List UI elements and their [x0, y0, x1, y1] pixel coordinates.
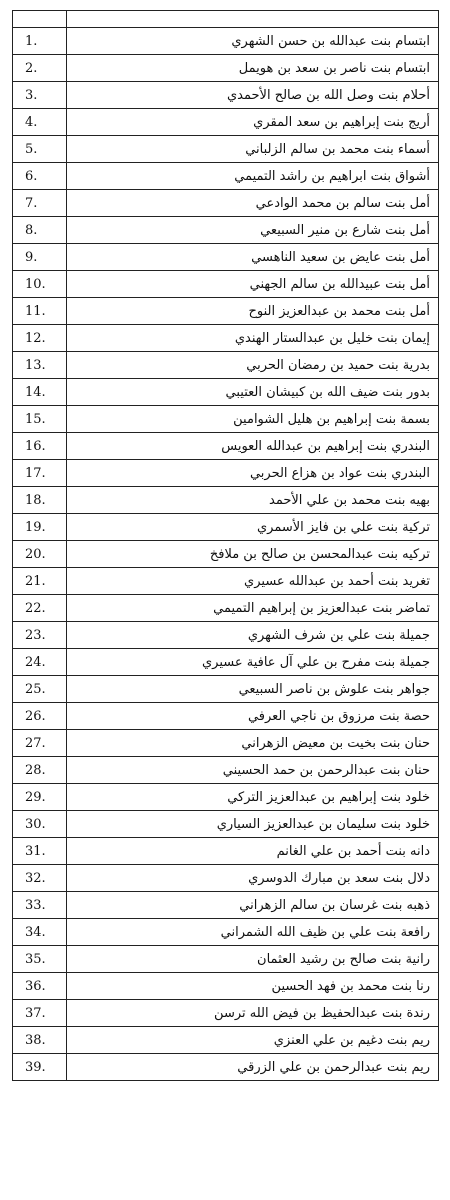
table-row: [13, 82, 439, 109]
table-row: [13, 973, 439, 1000]
row-number: 25.: [13, 676, 67, 703]
row-name: جميلة بنت علي بن شرف الشهري: [67, 622, 439, 649]
row-name: تغريد بنت أحمد بن عبدالله عسيري: [67, 568, 439, 595]
table-row: [13, 487, 439, 514]
row-name: بدرية بنت حميد بن رمضان الحربي: [67, 352, 439, 379]
row-number: 39.: [13, 1054, 67, 1081]
row-number: 34.: [13, 919, 67, 946]
row-name: تركيه بنت عبدالمحسن بن صالح بن ملافخ: [67, 541, 439, 568]
row-name: رنا بنت محمد بن فهد الحسين: [67, 973, 439, 1000]
table-row: [13, 244, 439, 271]
row-number: 19.: [13, 514, 67, 541]
row-name: أسماء بنت محمد بن سالم الزلباني: [67, 136, 439, 163]
table-row: [13, 1027, 439, 1054]
header-cell-name: [67, 11, 439, 28]
row-number: 7.: [13, 190, 67, 217]
table-row: [13, 1054, 439, 1081]
row-name: جميلة بنت مفرح بن علي آل عافية عسيري: [67, 649, 439, 676]
row-name: تماضر بنت عبدالعزيز بن إبراهيم التميمي: [67, 595, 439, 622]
row-name: حصة بنت مرزوق بن ناجي العرفي: [67, 703, 439, 730]
table-row: [13, 379, 439, 406]
row-number: 31.: [13, 838, 67, 865]
row-number: 20.: [13, 541, 67, 568]
table-row: [13, 1000, 439, 1027]
table-row: [13, 595, 439, 622]
table-row: [13, 109, 439, 136]
row-number: 3.: [13, 82, 67, 109]
row-name: أمل بنت محمد بن عبدالعزيز النوح: [67, 298, 439, 325]
table-row: [13, 541, 439, 568]
row-name: بهيه بنت محمد بن علي الأحمد: [67, 487, 439, 514]
table-row: [13, 865, 439, 892]
row-name: رندة بنت عبدالحفيظ بن فيض الله ترسن: [67, 1000, 439, 1027]
table-row: [13, 811, 439, 838]
table-row: [13, 730, 439, 757]
row-name: أحلام بنت وصل الله بن صالح الأحمدي: [67, 82, 439, 109]
table-row: [13, 163, 439, 190]
row-number: 9.: [13, 244, 67, 271]
row-number: 14.: [13, 379, 67, 406]
row-number: 36.: [13, 973, 67, 1000]
row-name: أمل بنت شارع بن منير السبيعي: [67, 217, 439, 244]
row-name: رافعة بنت علي بن ظيف الله الشمراني: [67, 919, 439, 946]
table-row: [13, 622, 439, 649]
table-row: [13, 784, 439, 811]
row-name: بسمة بنت إبراهيم بن هليل الشوامين: [67, 406, 439, 433]
row-name: رانية بنت صالح بن رشيد العثمان: [67, 946, 439, 973]
table-row: [13, 433, 439, 460]
table-row: [13, 946, 439, 973]
table-row: [13, 460, 439, 487]
row-name: ريم بنت عبدالرحمن بن علي الزرقي: [67, 1054, 439, 1081]
row-number: 13.: [13, 352, 67, 379]
table-row: [13, 649, 439, 676]
table-row: [13, 136, 439, 163]
row-number: 33.: [13, 892, 67, 919]
names-table: [12, 10, 439, 1081]
table-row: [13, 271, 439, 298]
row-name: البندري بنت إبراهيم بن عبدالله العويس: [67, 433, 439, 460]
row-number: 15.: [13, 406, 67, 433]
row-number: 32.: [13, 865, 67, 892]
row-name: أشواق بنت ابراهيم بن راشد التميمي: [67, 163, 439, 190]
table-row: [13, 892, 439, 919]
row-name: حنان بنت بخيت بن معيض الزهراني: [67, 730, 439, 757]
row-number: 24.: [13, 649, 67, 676]
row-number: 38.: [13, 1027, 67, 1054]
row-number: 17.: [13, 460, 67, 487]
table-row: [13, 28, 439, 55]
row-number: 12.: [13, 325, 67, 352]
row-number: 27.: [13, 730, 67, 757]
row-name: جواهر بنت علوش بن ناصر السبيعي: [67, 676, 439, 703]
row-name: حنان بنت عبدالرحمن بن حمد الحسيني: [67, 757, 439, 784]
header-cell-number: [13, 11, 67, 28]
row-number: 11.: [13, 298, 67, 325]
table-row: [13, 757, 439, 784]
row-number: 16.: [13, 433, 67, 460]
row-number: 28.: [13, 757, 67, 784]
row-number: 8.: [13, 217, 67, 244]
row-number: 21.: [13, 568, 67, 595]
row-name: خلود بنت سليمان بن عبدالعزيز السياري: [67, 811, 439, 838]
row-name: أمل بنت عبيدالله بن سالم الجهني: [67, 271, 439, 298]
row-number: 35.: [13, 946, 67, 973]
row-name: ذهبه بنت غرسان بن سالم الزهراني: [67, 892, 439, 919]
row-number: 23.: [13, 622, 67, 649]
table-row: [13, 406, 439, 433]
row-number: 22.: [13, 595, 67, 622]
table-row: [13, 190, 439, 217]
row-name: البندري بنت عواد بن هزاع الحربي: [67, 460, 439, 487]
table-row: [13, 514, 439, 541]
row-name: ريم بنت دغيم بن علي العنزي: [67, 1027, 439, 1054]
row-name: إيمان بنت خليل بن عبدالستار الهندي: [67, 325, 439, 352]
table-row: [13, 217, 439, 244]
row-name: خلود بنت إبراهيم بن عبدالعزيز التركي: [67, 784, 439, 811]
table-row: [13, 919, 439, 946]
table-row: [13, 298, 439, 325]
table-row: [13, 568, 439, 595]
row-name: بدور بنت ضيف الله بن كبيشان العتيبي: [67, 379, 439, 406]
row-number: 5.: [13, 136, 67, 163]
row-number: 1.: [13, 28, 67, 55]
row-name: دانه بنت أحمد بن علي الغانم: [67, 838, 439, 865]
table-header-row: [13, 11, 439, 28]
row-number: 18.: [13, 487, 67, 514]
table-row: [13, 838, 439, 865]
names-table-body: [13, 11, 439, 1081]
table-row: [13, 703, 439, 730]
row-name: أمل بنت سالم بن محمد الوادعي: [67, 190, 439, 217]
row-name: أمل بنت عايض بن سعيد الناهسي: [67, 244, 439, 271]
row-number: 10.: [13, 271, 67, 298]
row-number: 2.: [13, 55, 67, 82]
row-number: 37.: [13, 1000, 67, 1027]
row-name: دلال بنت سعد بن مبارك الدوسري: [67, 865, 439, 892]
table-row: [13, 55, 439, 82]
table-row: [13, 352, 439, 379]
row-number: 4.: [13, 109, 67, 136]
row-name: ابتسام بنت ناصر بن سعد بن هويمل: [67, 55, 439, 82]
row-number: 30.: [13, 811, 67, 838]
row-number: 26.: [13, 703, 67, 730]
table-row: [13, 325, 439, 352]
row-number: 6.: [13, 163, 67, 190]
row-number: 29.: [13, 784, 67, 811]
row-name: ابتسام بنت عبدالله بن حسن الشهري: [67, 28, 439, 55]
row-name: تركية بنت علي بن فايز الأسمري: [67, 514, 439, 541]
table-row: [13, 676, 439, 703]
row-name: أريج بنت إبراهيم بن سعد المقري: [67, 109, 439, 136]
